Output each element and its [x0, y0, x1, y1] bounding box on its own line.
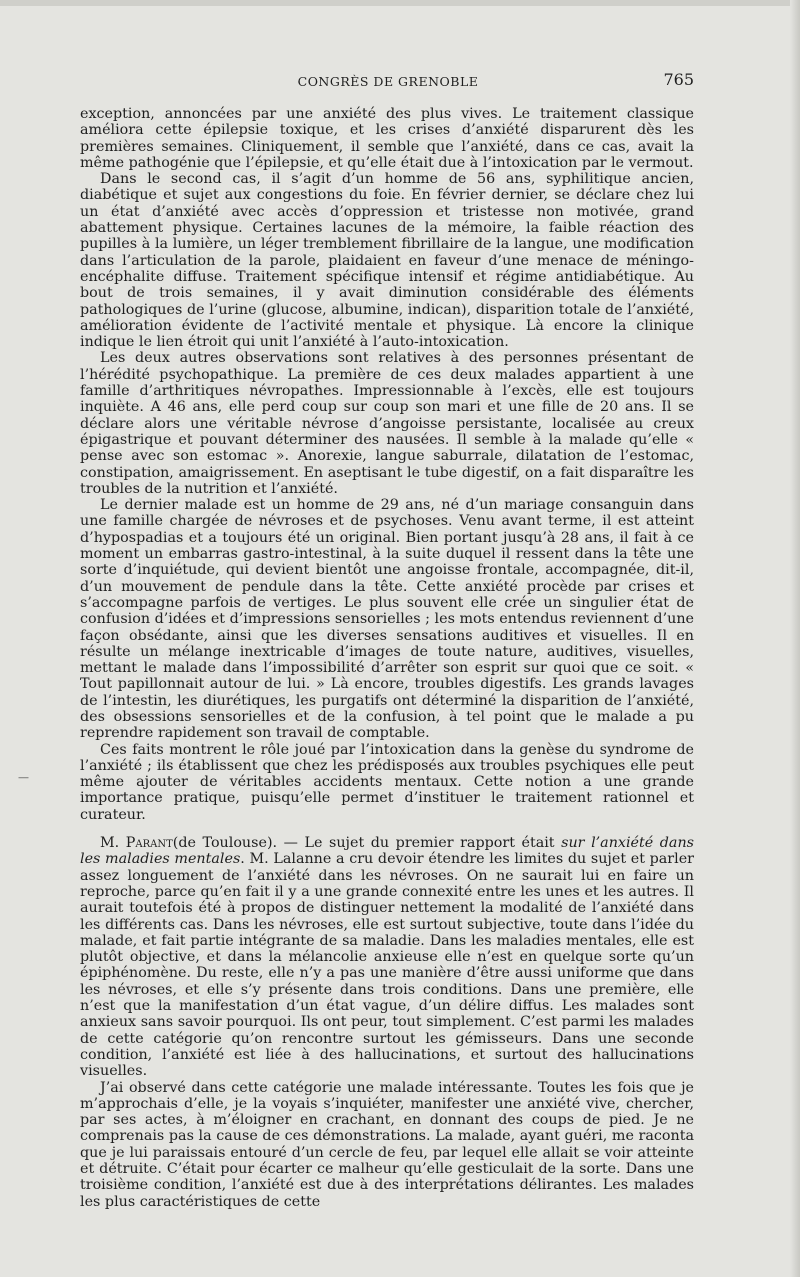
- paragraph: Les deux autres observations sont relatives à des personnes présentant de l’hérédité psychopathique. La première de ces deux malades appartient à une famille d’arthritiques névropathes. Impressionnable à l’excès, elle est toujours inquiète. A 46 ans, elle perd coup sur coup son mari et une fille de 20 ans. Il se déclare alors une véritable névrose d’angoisse persistante, localisée au creux épigastrique et pouvant déterminer des nausées. Il semble à la malade qu’elle « pense avec son estomac ». Anorexie, langue saburrale, dilatation de l’estomac, constipation, amaigrissement. En aseptisant le tube digestif, on a fait disparaître les troubles de la nutrition et l’anxiété.: [80, 350, 694, 497]
- discussion-paragraph: [80, 835, 694, 1079]
- paragraph: exception, annoncées par une anxiété des plus vives. Le traitement classique améliora cette épilepsie toxique, et les crises d’anxiété disparurent dès les premières semaines. Cliniquement, il semble que l’anxiété, dans ce cas, avait la même pathogénie que l’épilepsie, et qu’elle était due à l’intoxication par le vermout.: [80, 106, 694, 171]
- page-number: 765: [663, 70, 694, 89]
- paragraph: J’ai observé dans cette catégorie une malade intéressante. Toutes les fois que je m’approchais d’elle, je la voyais s’inquiéter, manifester une anxiété vive, chercher, par ses actes, à m’éloigner en crachant, en donnant des coups de pied. Je ne comprenais pas la cause de ces démonstrations. La malade, ayant guéri, me raconta que je lui paraissais entouré d’un cercle de feu, par lequel elle allait se voir atteinte et détruite. C’était pour écarter ce malheur qu’elle gesticulait de la sorte. Dans une troisième condition, l’anxiété est due à des interprétations délirantes. Les malades les plus caractéristiques de cette: [80, 1079, 694, 1210]
- speaker-place: (de Toulouse). —: [172, 835, 305, 852]
- discussion-text: Le sujet du premier rapport était: [304, 835, 562, 852]
- page-header: [82, 70, 694, 92]
- speaker-name: M. Parant: [100, 835, 173, 852]
- page-body: [80, 106, 694, 1210]
- running-head: CONGRÈS DE GRENOBLE: [297, 74, 479, 89]
- report-title: sur l’anxiété dans les maladies mentales: [80, 835, 694, 868]
- paragraph: Ces faits montrent le rôle joué par l’intoxication dans la genèse du syndrome de l’anxiété ; ils établissent que chez les prédisposés aux troubles psychiques elle peut même ajouter de véritables accidents mentaux. Cette notion a une grande importance pratique, puisqu’elle permet d’instituer le traitement rationnel et curateur.: [80, 741, 694, 823]
- discussion-text: . M. Lalanne a cru devoir étendre les limites du sujet et parler assez longuement de l’anxiété dans les névroses. On ne saurait lui en faire un reproche, parce qu’en fait il y a une grande connexité entre les unes et les autres. Il aurait toutefois été à propos de distinguer nettement la modalité de l’anxiété dans les différents cas. Dans les névroses, elle est surtout subjective, toute dans l’idée du malade, et fait partie intégrante de sa maladie. Dans les maladies mentales, elle est plutôt objective, et dans la mélancolie anxieuse elle n’est en quelque sorte qu’un épiphénomène. Du reste, elle n’y a pas une manière d’être aussi uniforme que dans les névroses, et elle s’y présente dans trois conditions. Dans une première, elle n’est que la manifestation d’un état vague, d’un délire diffus. Les malades sont anxieux sans savoir pourquoi. Ils ont peur, tout simplement. C’est parmi les malades de cette catégorie qu’on rencontre surtout les gémisseurs. Dans une seconde condition, l’anxiété est liée à des hallucinations, et surtout des hallucinations visuelles.: [80, 851, 694, 1080]
- margin-mark: —: [18, 771, 29, 784]
- paragraph: Le dernier malade est un homme de 29 ans, né d’un mariage consanguin dans une famille chargée de névroses et de psychoses. Venu avant terme, il est atteint d’hypospadias et a toujours été un original. Bien portant jusqu’à 28 ans, il fait à ce moment un embarras gastro-intestinal, à la suite duquel il ressent dans la tête une sorte d’inquiétude, qui devient bientôt une angoisse frontale, accompagnée, dit-il, d’un mouvement de pendule dans la tête. Cette anxiété procède par crises et s’accompagne parfois de vertiges. Le plus souvent elle crée un singulier état de confusion d’idées et d’impressions sensorielles ; les mots entendus reviennent d’une façon obsédante, ainsi que les diverses sensations auditives et visuelles. Il en résulte un mélange inextricable d’images de toute nature, auditives, visuelles, mettant le malade dans l’impossibilité d’arrêter son esprit sur quoi que ce soit. « Tout papillonnait autour de lui. » Là encore, troubles digestifs. Les grands lavages de l’intestin, les diurétiques, les purgatifs ont déterminé la disparition de l’anxiété, des obsessions sensorielles et de la confusion, à tel point que le malade a pu reprendre rapidement son travail de comptable.: [80, 497, 694, 742]
- paragraph: Dans le second cas, il s’agit d’un homme de 56 ans, syphilitique ancien, diabétique et sujet aux congestions du foie. En février dernier, se déclare chez lui un état d’anxiété avec accès d’oppression et tristesse non motivée, grand abattement physique. Certaines lacunes de la mémoire, la faible réaction des pupilles à la lumière, un léger tremblement fibrillaire de la langue, une modification dans l’articulation de la parole, plaidaient en faveur d’une menace de méningo-encéphalite diffuse. Traitement spécifique intensif et régime antidiabétique. Au bout de trois semaines, il y avait diminution considérable des éléments pathologiques de l’urine (glucose, albumine, indican), disparition totale de l’anxiété, amélioration évidente de l’activité mentale et physique. Là encore la clinique indique le lien étroit qui unit l’anxiété à l’auto-intoxication.: [80, 171, 694, 351]
